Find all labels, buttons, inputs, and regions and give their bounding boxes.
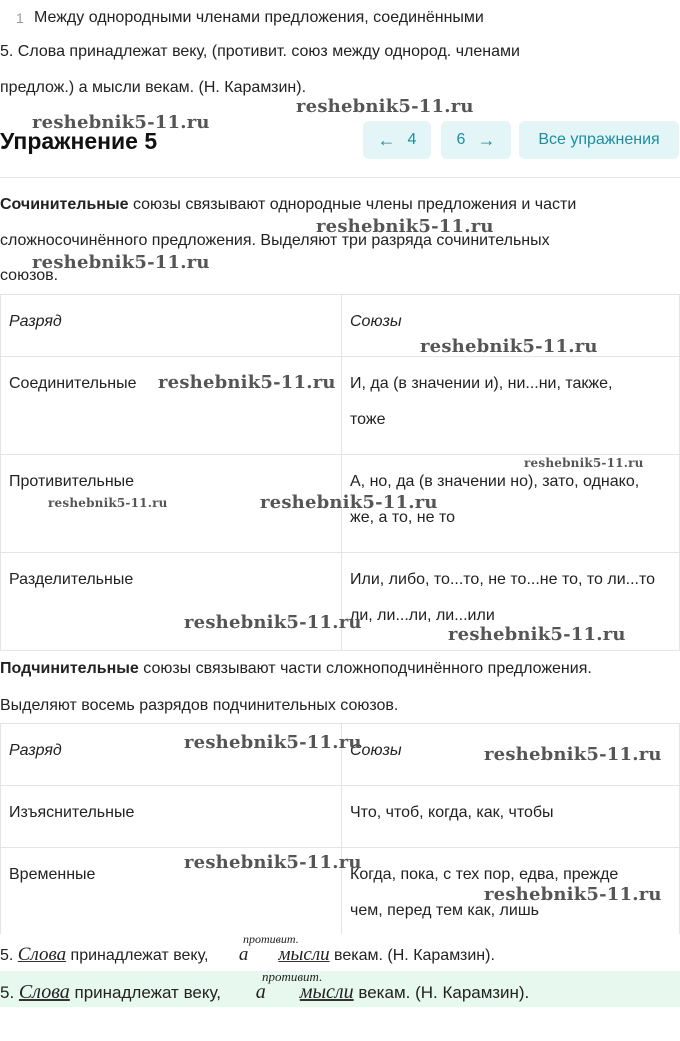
answer-number: 5. xyxy=(0,947,14,964)
coord-text-2: сложносочинённого предложения. Выделяют три разряда сочинительных xyxy=(0,232,550,249)
coord-paragraph-line-1 xyxy=(0,195,576,215)
header-divider xyxy=(0,177,680,178)
sentence-line-2: предлож.) а мысли векам. (Н. Карамзин). xyxy=(0,79,307,96)
watermark: reshebnik5-11.ru xyxy=(420,336,598,357)
watermark: reshebnik5-11.ru xyxy=(32,112,210,133)
watermark: reshebnik5-11.ru xyxy=(32,252,210,273)
next-exercise-label: 6 xyxy=(456,131,466,148)
conjunctions-line: ли, ли...ли, ли...или xyxy=(350,607,495,624)
conjunctions-line: И, да (в значении и), ни...ни, также, xyxy=(350,375,613,392)
table-row xyxy=(1,786,680,848)
answer-text: принадлежат веку, xyxy=(66,947,213,964)
answer-text: векам. (Н. Карамзин). xyxy=(353,983,530,1002)
watermark: reshebnik5-11.ru xyxy=(260,492,438,513)
answer-text: принадлежат веку, xyxy=(69,983,226,1002)
subord-text-1: союзы связывают части сложноподчинённого предложения. xyxy=(138,660,592,677)
category-cell: Разделительные xyxy=(1,553,342,651)
next-exercise-button[interactable] xyxy=(441,121,511,159)
footnote-number: 1 xyxy=(16,10,24,26)
subord-term: Подчинительные xyxy=(0,660,139,677)
subord-paragraph-line-1 xyxy=(0,659,592,679)
column-header-category: Разряд xyxy=(1,295,342,357)
answer-number: 5. xyxy=(0,983,15,1002)
conjunctions-line: же, а то, не то xyxy=(350,509,455,526)
arrow-left-icon: ← xyxy=(377,129,396,150)
prev-exercise-label: 4 xyxy=(407,131,417,148)
watermark: reshebnik5-11.ru xyxy=(484,884,662,905)
answer-text: векам. (Н. Карамзин). xyxy=(329,947,495,964)
watermark: reshebnik5-11.ru xyxy=(184,732,362,753)
watermark: reshebnik5-11.ru xyxy=(484,744,662,765)
watermark: reshebnik5-11.ru xyxy=(158,372,336,393)
conjunctions-line: А, но, да (в значении но), зато, однако, xyxy=(350,473,640,490)
conjunction-annotation: противит. xyxy=(243,932,299,946)
subject-word: Слова xyxy=(18,981,70,1003)
coord-text-1: союзы связывают однородные члены предложения и части xyxy=(128,196,577,213)
conjunctions-cell xyxy=(342,357,680,455)
coord-text-3: союзов. xyxy=(0,267,59,284)
prev-exercise-button[interactable] xyxy=(363,121,431,159)
column-header-conjunctions: Союзы xyxy=(342,724,680,786)
conjunction-word: а xyxy=(238,944,249,965)
conjunctions-line: тоже xyxy=(350,411,386,428)
conjunctions-line: Когда, пока, с тех пор, едва, прежде xyxy=(350,866,619,883)
subord-text-2: Выделяют восемь разрядов подчинительных союзов. xyxy=(0,697,399,714)
answer-line xyxy=(0,944,495,967)
footnote-text: Между однородными членами предложения, соединёнными xyxy=(34,9,484,26)
watermark: reshebnik5-11.ru xyxy=(296,96,474,117)
coord-term: Сочинительные xyxy=(0,196,129,213)
subject-word: Слова xyxy=(17,944,67,965)
conjunctions-line: Или, либо, то...то, не то...не то, то ли...то xyxy=(350,571,656,588)
column-header-conjunctions: Союзы xyxy=(342,295,680,357)
category-cell: Изъяснительные xyxy=(1,786,342,848)
watermark: reshebnik5-11.ru xyxy=(524,456,644,470)
conjunctions-line: чем, перед тем как, лишь xyxy=(350,902,539,919)
category-cell: Противительные xyxy=(1,455,342,553)
subject-word: мысли xyxy=(299,981,354,1003)
category-cell: Соединительные xyxy=(1,357,342,455)
category-cell: Временные xyxy=(1,848,342,946)
watermark: reshebnik5-11.ru xyxy=(48,496,168,510)
table-row xyxy=(1,357,680,455)
exercise-title: Упражнение 5 xyxy=(0,128,158,154)
conjunction-word: а xyxy=(255,981,266,1003)
watermark: reshebnik5-11.ru xyxy=(448,624,626,645)
subject-word: мысли xyxy=(278,944,330,965)
conjunctions-cell: Что, чтоб, когда, как, чтобы xyxy=(342,786,680,848)
watermark: reshebnik5-11.ru xyxy=(184,852,362,873)
watermark: reshebnik5-11.ru xyxy=(316,216,494,237)
watermark: reshebnik5-11.ru xyxy=(184,612,362,633)
all-exercises-button[interactable] xyxy=(519,121,679,159)
column-header-category: Разряд xyxy=(1,724,342,786)
conjunction-annotation: противит. xyxy=(262,969,323,984)
all-exercises-label: Все упражнения xyxy=(538,131,660,148)
arrow-right-icon: → xyxy=(477,129,496,150)
sentence-line-1: 5. Слова принадлежат веку, (противит. союз между однород. членами xyxy=(0,43,520,60)
